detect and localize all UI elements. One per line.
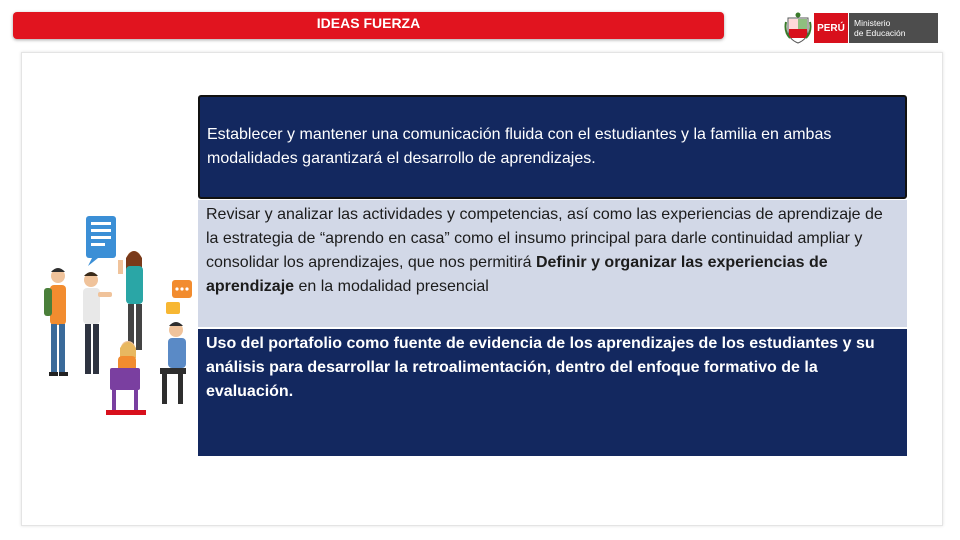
title-bar	[13, 12, 724, 39]
chat-bubble-icon	[166, 302, 180, 314]
idea-text-2: Revisar y analizar las actividades y competencias, así como las experiencias de aprendizaje de la estrategia de “aprendo en casa” como el insumo principal para darle continuidad ampliar y consolidar los aprendizajes, que nos permitirá	[206, 206, 883, 271]
peru-badge: PERÚ	[814, 13, 848, 43]
student-figure	[44, 268, 68, 376]
idea-text-3: Uso del portafolio como fuente de evidencia de los aprendizajes de los estudiantes y su análisis para desarrollar la retroalimentación, dentro del enfoque formativo de la evaluación.	[206, 335, 875, 400]
student-figure	[106, 341, 146, 415]
chat-bubble-icon	[86, 216, 116, 266]
idea-box-portfolio	[198, 329, 907, 456]
idea-box-review	[198, 200, 907, 327]
idea-text-2-bold: Definir y organizar las experiencias de aprendizaje	[206, 254, 828, 295]
student-figure	[83, 272, 112, 374]
ministry-line1: Ministerio	[854, 18, 891, 28]
idea-text-2-end: en la modalidad presencial	[294, 278, 489, 295]
student-figure	[160, 322, 186, 404]
ministry-label	[849, 13, 938, 43]
coat-of-arms-icon	[784, 12, 812, 44]
page-title: IDEAS FUERZA	[316, 15, 421, 31]
ministry-line2: de Educación	[854, 28, 906, 38]
idea-text-1: Establecer y mantener una comunicación fluida con el estudiantes y la familia en ambas modalidades garantizará el desarrollo de aprendizajes.	[207, 126, 832, 167]
ministry-logo	[784, 12, 939, 44]
students-illustration	[36, 208, 196, 423]
idea-box-communication	[198, 95, 907, 199]
student-figure	[118, 251, 143, 350]
chat-bubble-icon	[172, 280, 192, 298]
